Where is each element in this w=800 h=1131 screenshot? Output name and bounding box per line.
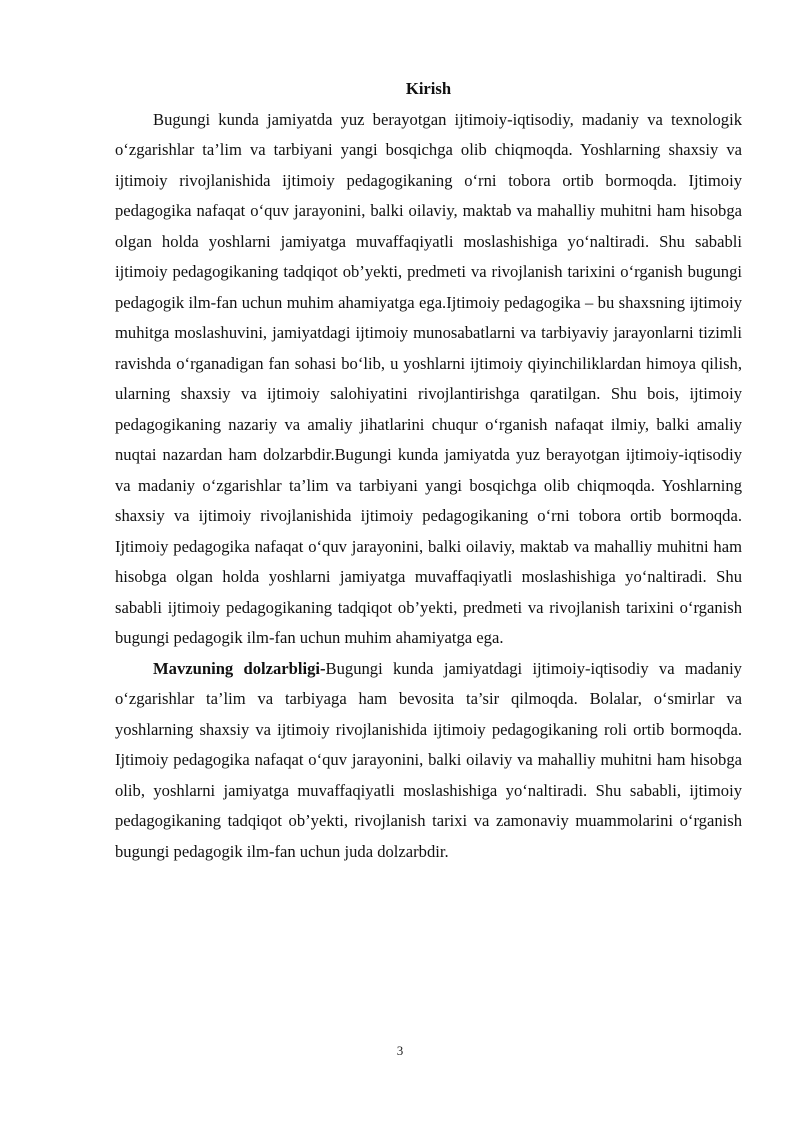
intro-paragraph-text: Bugungi kunda jamiyatda yuz berayotgan ijtimoiy-iqtisodiy, madaniy va texnologik o‘zgarishlar ta’lim va tarbiyani yangi bosqichga olib chiqmoqda. Yoshlarning shaxsiy va ijtimoiy rivojlanishida ijtimoiy pedagogikaning o‘rni tobora ortib bormoqda. Ijtimoiy pedagogika nafaqat o‘quv jarayonini, balki oilaviy, maktab va mahalliy muhitni ham hisobga olgan holda yoshlarni jamiyatga muvaffaqiyatli moslashishiga yo‘naltiradi. Shu sababli ijtimoiy pedagogikaning tadqiqot ob’yekti, predmeti va rivojlanish tarixini o‘rganish bugungi pedagogik ilm-fan uchun muhim ahamiyatga ega.Ijtimoiy pedagogika – bu shaxsning ijtimoiy muhitga moslashuvini, jamiyatdagi ijtimoiy munosabatlarni va tarbiyaviy jarayonlarni tizimli ravishda o‘rganadigan fan sohasi bo‘lib, u yoshlarni ijtimoiy qiyinchiliklardan himoya qilish, ularning shaxsiy va ijtimoiy salohiyatini rivojlantirishga qaratilgan. Shu bois, ijtimoiy pedagogikaning nazariy va amaliy jihatlarini chuqur o‘rganish nafaqat ilmiy, balki amaliy nuqtai nazardan ham dolzarbdir.Bugungi kunda jamiyatda yuz berayotgan ijtimoiy-iqtisodiy va madaniy o‘zgarishlar ta’lim va tarbiyani yangi bosqichga olib chiqmoqda. Yoshlarning shaxsiy va ijtimoiy rivojlanishida ijtimoiy pedagogikaning o‘rni tobora ortib bormoqda. Ijtimoiy pedagogika nafaqat o‘quv jarayonini, balki oilaviy, maktab va mahalliy muhitni ham hisobga olgan holda yoshlarni jamiyatga muvaffaqiyatli moslashishiga yo‘naltiradi. Shu sababli ijtimoiy pedagogikaning tadqiqot ob’yekti, predmeti va rivojlanish tarixini o‘rganish bugungi pedagogik ilm-fan uchun muhim ahamiyatga ega. xyxy=(115,109,742,647)
section-title: Kirish xyxy=(405,79,452,98)
relevance-lead: Mavzuning dolzarbligi- xyxy=(153,658,326,678)
page-number: 3 xyxy=(396,1043,404,1058)
relevance-paragraph-text: Bugungi kunda jamiyatdagi ijtimoiy-iqtisodiy va madaniy o‘zgarishlar ta’lim va tarbiyaga ham bevosita ta’sir qilmoqda. Bolalar, o‘smirlar va yoshlarning shaxsiy va ijtimoiy rivojlanishida ijtimoiy pedagogikaning roli ortib bormoqda. Ijtimoiy pedagogika nafaqat o‘quv jarayonini, balki oilaviy va mahalliy muhitni ham hisobga olib, yoshlarni jamiyatga muvaffaqiyatli moslashishiga yo‘naltiradi. Shu sababli, ijtimoiy pedagogikaning tadqiqot ob’yekti, rivojlanish tarixi va zamonaviy muammolarini o‘rganish bugungi pedagogik ilm-fan uchun juda dolzarbdir. xyxy=(115,658,742,861)
page-content xyxy=(115,74,742,867)
relevance-paragraph xyxy=(115,654,742,868)
intro-paragraph xyxy=(115,105,742,654)
